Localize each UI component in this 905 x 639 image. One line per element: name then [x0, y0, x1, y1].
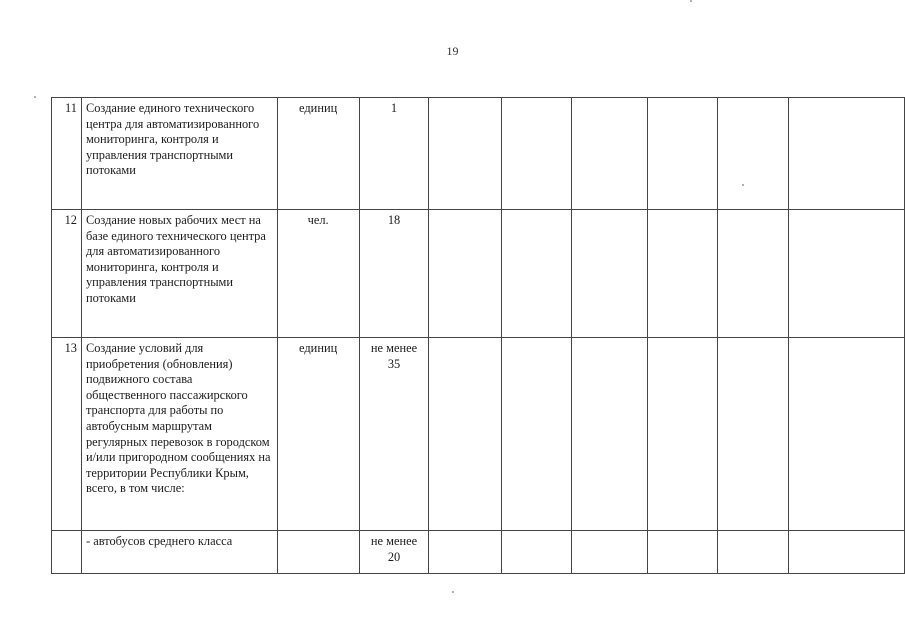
indicator-name: Создание новых рабочих мест на базе единого технического центра для автоматизированного мониторинга, контроля и управления транспортными потоками: [81, 210, 277, 338]
empty-cell: [572, 210, 648, 338]
empty-cell: [572, 338, 648, 531]
empty-cell: [572, 531, 648, 574]
empty-cell: [647, 98, 717, 210]
indicator-name: - автобусов среднего класса: [81, 531, 277, 574]
empty-cell: [502, 531, 572, 574]
empty-cell: [429, 98, 502, 210]
empty-cell: [717, 338, 789, 531]
table-row: [52, 338, 905, 531]
empty-cell: [572, 98, 648, 210]
empty-cell: [647, 210, 717, 338]
target-value: 18: [359, 210, 429, 338]
empty-cell: [789, 210, 905, 338]
empty-cell: [789, 531, 905, 574]
unit-of-measure: единиц: [277, 98, 359, 210]
empty-cell: [502, 98, 572, 210]
table-row: [52, 531, 905, 574]
empty-cell: [717, 98, 789, 210]
row-number: 11: [52, 98, 82, 210]
unit-of-measure: чел.: [277, 210, 359, 338]
empty-cell: [647, 531, 717, 574]
row-number: 13: [52, 338, 82, 531]
unit-of-measure: единиц: [277, 338, 359, 531]
row-number: 12: [52, 210, 82, 338]
indicator-name: Создание условий для приобретения (обновления) подвижного состава общественного пассажирского транспорта для работы по автобусным маршрутам регулярных перевозок в городском и/или пригородном сообщениях на территории Республики Крым, всего, в том числе:: [81, 338, 277, 531]
table-row: [52, 98, 905, 210]
scan-speck: [690, 0, 692, 2]
empty-cell: [502, 338, 572, 531]
empty-cell: [647, 338, 717, 531]
row-number: [52, 531, 82, 574]
page-number: 19: [446, 44, 459, 58]
target-value: не менее 20: [359, 531, 429, 574]
empty-cell: [717, 210, 789, 338]
unit-of-measure: [277, 531, 359, 574]
empty-cell: [429, 338, 502, 531]
empty-cell: [717, 531, 789, 574]
indicator-name: Создание единого технического центра для автоматизированного мониторинга, контроля и управления транспортными потоками: [81, 98, 277, 210]
scan-speck: [742, 184, 744, 186]
scan-speck: [452, 591, 454, 593]
empty-cell: [502, 210, 572, 338]
table-row: [52, 210, 905, 338]
target-value: не менее 35: [359, 338, 429, 531]
empty-cell: [429, 210, 502, 338]
target-value: 1: [359, 98, 429, 210]
indicators-table: [51, 97, 905, 574]
empty-cell: [789, 98, 905, 210]
empty-cell: [429, 531, 502, 574]
empty-cell: [789, 338, 905, 531]
scan-speck: [34, 96, 36, 98]
